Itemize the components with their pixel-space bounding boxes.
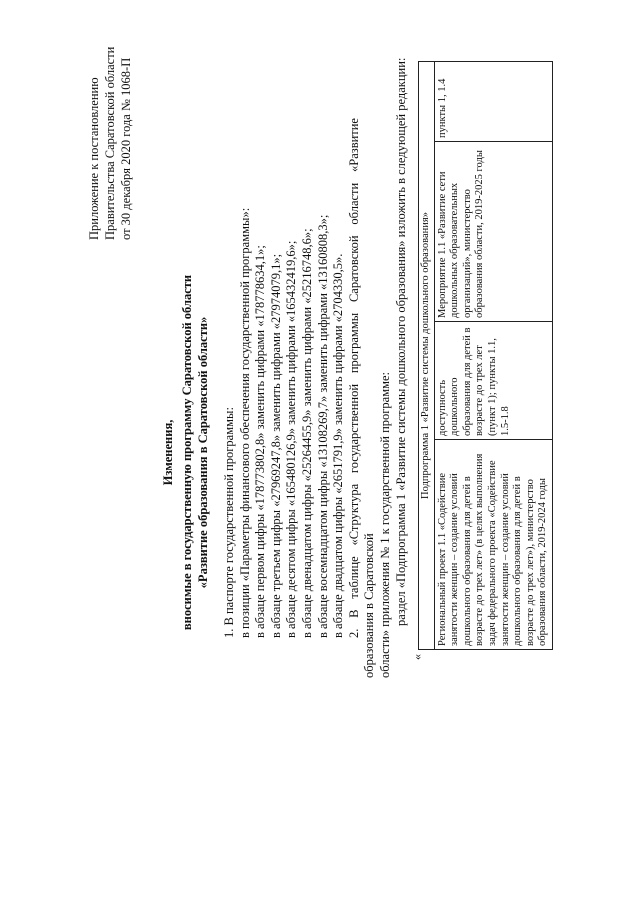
paragraph-7: в абзаце восемнадцатом цифры «13108269,7» заменить цифрами «13160808,3»;	[315, 214, 330, 638]
heading-line-2: вносимые в государственную программу Саратовской области	[180, 274, 194, 631]
table-subheader-row	[419, 61, 435, 649]
paragraph-5: в абзаце десятом цифры «165480126,9» заменить цифрами «165432419,6»;	[284, 240, 299, 638]
paragraph-9-line-1: 2. В таблице «Структура государственной программы Саратовской области «Развитие образования в Саратовской	[346, 118, 377, 678]
paragraph-8: в абзаце двадцатом цифры «2651791,9» заменить цифрами «2704330,5».	[331, 253, 346, 638]
approval-line-2: Правительства Саратовской области	[103, 46, 117, 240]
paragraph-9-line-2: области» приложения № 1 к государственной программе:	[377, 371, 392, 678]
paragraph-6: в абзаце двенадцатом цифры «25264455,9» заменить цифрами «25216748,6»;	[299, 228, 314, 638]
table-subheader: Подпрограмма 1 «Развитие системы дошкольного образования»	[419, 61, 435, 649]
approval-line-3: от 30 декабря 2020 года № 1068-П	[119, 57, 133, 240]
paragraph-3: в абзаце первом цифры «178773802,8» заменить цифрами «178778634,1»;	[253, 245, 268, 638]
heading-title: Изменения,	[161, 419, 175, 486]
heading-line-3: «Развитие образования в Саратовской области»	[196, 316, 210, 589]
paragraph-9	[347, 118, 394, 678]
paragraph-2: в позиции «Параметры финансового обеспечения государственной программы»:	[237, 207, 252, 638]
document-heading	[160, 0, 211, 905]
paragraph-10: раздел «Подпрограмма 1 «Развитие системы дошкольного образования» изложить в следующей редакции:	[393, 57, 408, 626]
document-body	[222, 57, 409, 678]
approval-block	[86, 10, 134, 240]
structure-table	[418, 61, 553, 650]
paragraph-1: 1. В паспорте государственной программы:	[222, 407, 236, 638]
table-cell-indicator: доступность дошкольного образования для детей в возрасте до трех лет (пункт 1); пункты 1.1, 1.5-1.8	[434, 322, 552, 440]
table-cell-points: пункты 1, 1.4	[434, 61, 552, 141]
approval-line-1: Приложение к постановлению	[87, 77, 101, 240]
table-cell-project: Региональный проект 1.1 «Содействие занятости женщин – создание условий дошкольного образования для детей в возрасте до трех лет» (в целях выполнения задач федерального проекта «Содействие занятости женщин – создание условий дошкольного образования для детей в возрасте до трех лет»), министерство образования области, 2019-2024 годы	[434, 440, 552, 650]
table-row	[434, 61, 552, 649]
opening-quote: «	[410, 654, 424, 660]
table-cell-measure: Мероприятие 1.1 «Развитие сети дошкольных образовательных организаций», министерство образования области, 2019-2025 годы	[434, 142, 552, 322]
paragraph-4: в абзаце третьем цифры «27969247,8» заменить цифрами «27974079,1»;	[268, 253, 283, 638]
